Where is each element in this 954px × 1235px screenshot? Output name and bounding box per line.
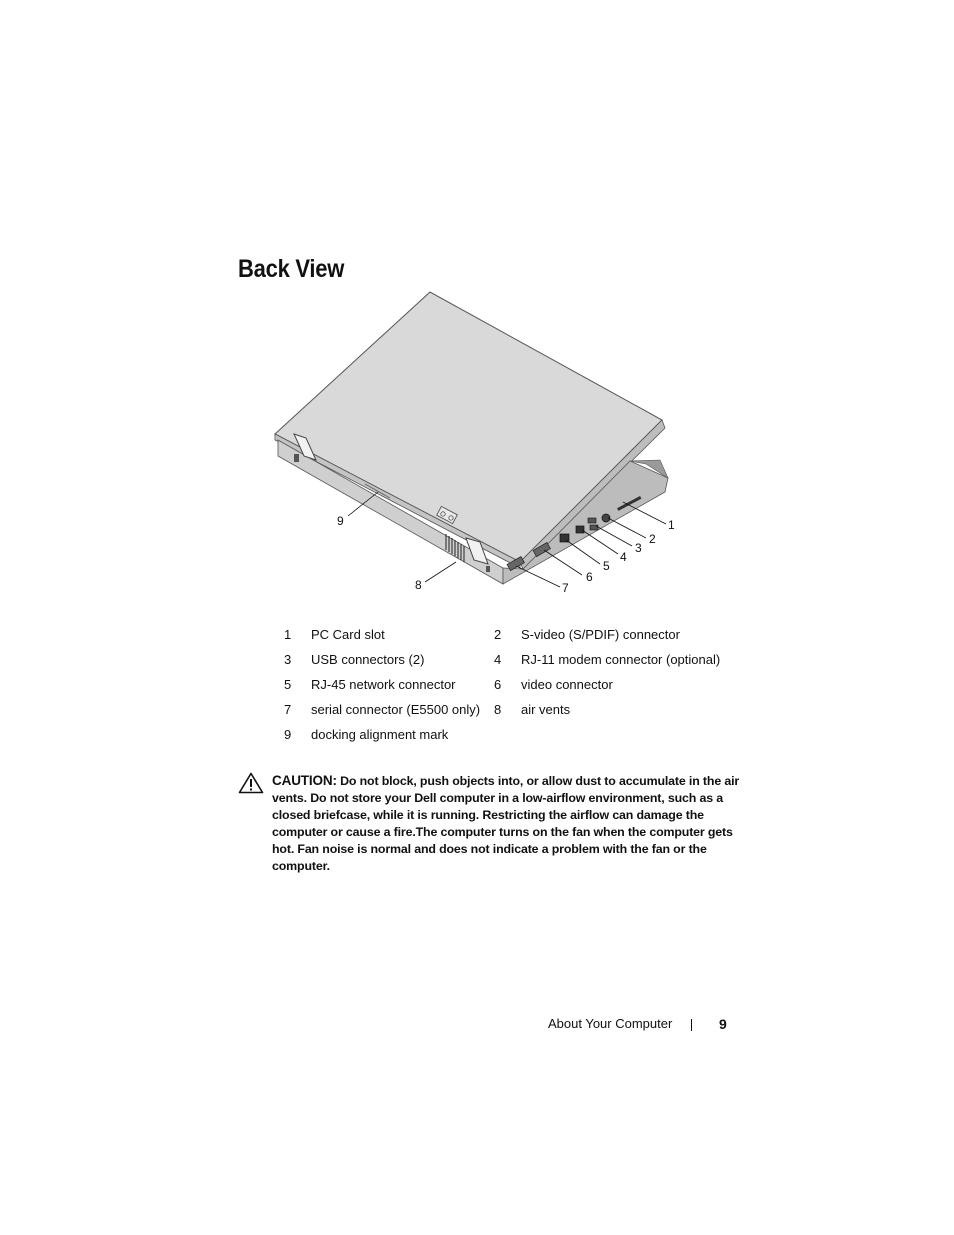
legend-number: 6 xyxy=(494,677,502,692)
caution-body: Do not block, push objects into, or allow dust to accumulate in the air vents. Do not store your Dell computer in a low-airflow environment, such as a closed briefcase, while it is running. Restricting the airflow can damage the computer or cause a fire.The computer turns on the fan when the computer gets hot. Fan noise is normal and does not indicate a problem with the fan or the computer. xyxy=(272,774,740,873)
callout-2: 2 xyxy=(649,532,656,546)
rj11-connector xyxy=(576,526,584,533)
legend-description: docking alignment mark xyxy=(311,727,449,742)
legend-description: air vents xyxy=(521,702,571,717)
legend-row xyxy=(284,701,734,718)
callout-9: 9 xyxy=(337,514,344,528)
legend-description: RJ-45 network connector xyxy=(311,677,456,692)
legend-number: 5 xyxy=(284,677,292,692)
legend-number: 1 xyxy=(284,627,292,642)
legend-number: 4 xyxy=(494,652,502,667)
air-vents xyxy=(446,534,464,562)
legend-number: 7 xyxy=(284,702,292,717)
callout-5: 5 xyxy=(603,559,610,573)
page-title: Back View xyxy=(238,255,345,283)
callout-4: 4 xyxy=(620,550,627,564)
callout-7: 7 xyxy=(562,581,569,595)
usb-connector-2 xyxy=(590,525,598,530)
legend-number: 9 xyxy=(284,727,292,742)
callout-legend-table xyxy=(284,626,734,751)
caution-label: CAUTION: xyxy=(272,773,337,788)
legend-description: S-video (S/PDIF) connector xyxy=(521,627,680,642)
legend-description: PC Card slot xyxy=(311,627,385,642)
warning-triangle-icon xyxy=(238,772,264,794)
legend-number: 8 xyxy=(494,702,502,717)
legend-description: video connector xyxy=(521,677,613,692)
legend-description: RJ-11 modem connector (optional) xyxy=(521,652,721,667)
callout-1: 1 xyxy=(668,518,675,532)
legend-description: serial connector (E5500 only) xyxy=(311,702,481,717)
caution-text xyxy=(272,772,740,875)
legend-row xyxy=(284,651,734,668)
callout-6: 6 xyxy=(586,570,593,584)
legend-row xyxy=(284,676,734,693)
callout-8: 8 xyxy=(415,578,422,592)
footer-section-title: About Your Computer xyxy=(548,1016,673,1031)
footer-divider xyxy=(691,1019,692,1031)
legend-row xyxy=(284,726,734,743)
page-number: 9 xyxy=(719,1016,727,1032)
usb-connector-1 xyxy=(588,518,596,523)
legend-description: USB connectors (2) xyxy=(311,652,425,667)
legend-number: 3 xyxy=(284,652,292,667)
legend-row xyxy=(284,626,734,643)
laptop-back-view-illustration xyxy=(270,288,690,603)
legend-number: 2 xyxy=(494,627,502,642)
callout-3: 3 xyxy=(635,541,642,555)
